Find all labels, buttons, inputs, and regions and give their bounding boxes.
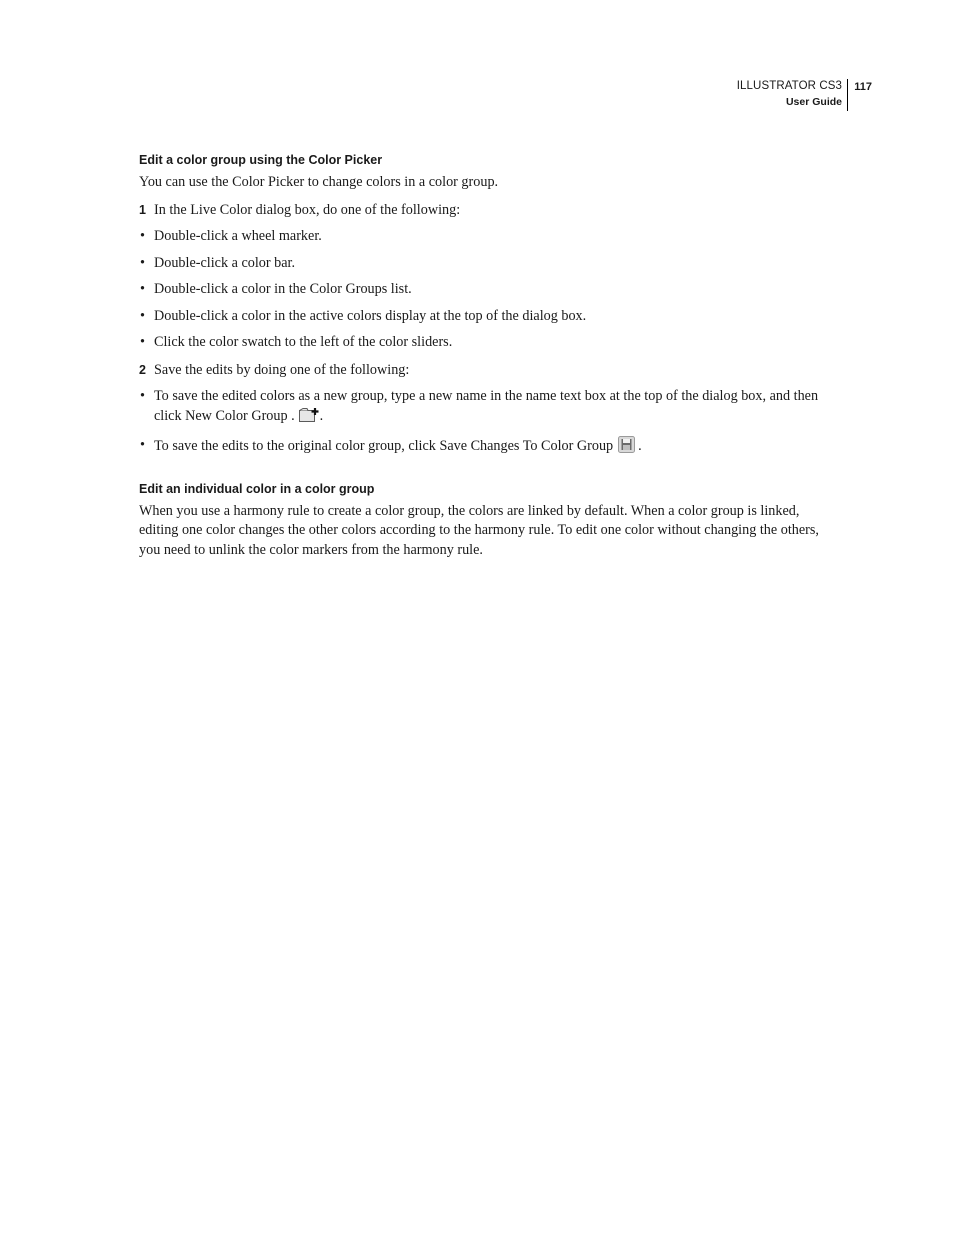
- bullet: •: [140, 228, 145, 244]
- step-text: Save the edits by doing one of the following:: [154, 361, 410, 378]
- bullet: •: [140, 334, 145, 350]
- step-2-options: [139, 387, 819, 460]
- list-item: • Double-click a color in the Color Groups list.: [139, 280, 819, 300]
- bullet: •: [140, 307, 145, 324]
- section-heading: Edit a color group using the Color Picker: [139, 153, 383, 167]
- step-text: In the Live Color dialog box, do one of the following:: [154, 201, 461, 218]
- bullet: •: [140, 281, 145, 297]
- bullet: •: [140, 437, 145, 453]
- page-content: [139, 152, 819, 560]
- step-number: 1: [139, 202, 146, 217]
- header-divider: [847, 79, 848, 111]
- page-number: 117: [854, 81, 872, 93]
- list-item: • Double-click a wheel marker.: [139, 227, 819, 247]
- new-color-group-icon: [298, 407, 320, 430]
- section-color-picker: [139, 152, 819, 460]
- product-name: ILLUSTRATOR CS3: [736, 80, 842, 92]
- bullet: •: [140, 254, 145, 271]
- list-item: • Click the color swatch to the left of the color sliders.: [139, 333, 819, 353]
- step-number: 2: [139, 362, 146, 377]
- section-individual-color: [139, 481, 819, 561]
- section-heading: Edit an individual color in a color group: [139, 481, 375, 496]
- section-intro: You can use the Color Picker to change colors in a color group.: [139, 174, 499, 190]
- list-item: • Double-click a color bar.: [139, 254, 819, 274]
- step-2: [139, 361, 819, 381]
- list-item: • To save the edits to the original color group, click Save Changes To Color Group .: [139, 436, 819, 460]
- list-item: • To save the edited colors as a new group, type a new name in the name text box at the top of the dialog box, and then click New Color Group . .: [139, 387, 819, 429]
- save-changes-icon: [618, 436, 635, 460]
- step-1: [139, 201, 819, 221]
- section-body: When you use a harmony rule to create a color group, the colors are linked by default. When a color group is linked, editing one color changes the other colors according to the harmony rule. To edit one color without changing the others, you need to unlink the color markers from the harmony rule.: [139, 502, 819, 558]
- bullet: •: [140, 388, 145, 404]
- guide-name: User Guide: [785, 96, 842, 108]
- step-1-options: [139, 227, 819, 353]
- list-item: • Double-click a color in the active colors display at the top of the dialog box.: [139, 307, 819, 327]
- running-header: [700, 79, 872, 111]
